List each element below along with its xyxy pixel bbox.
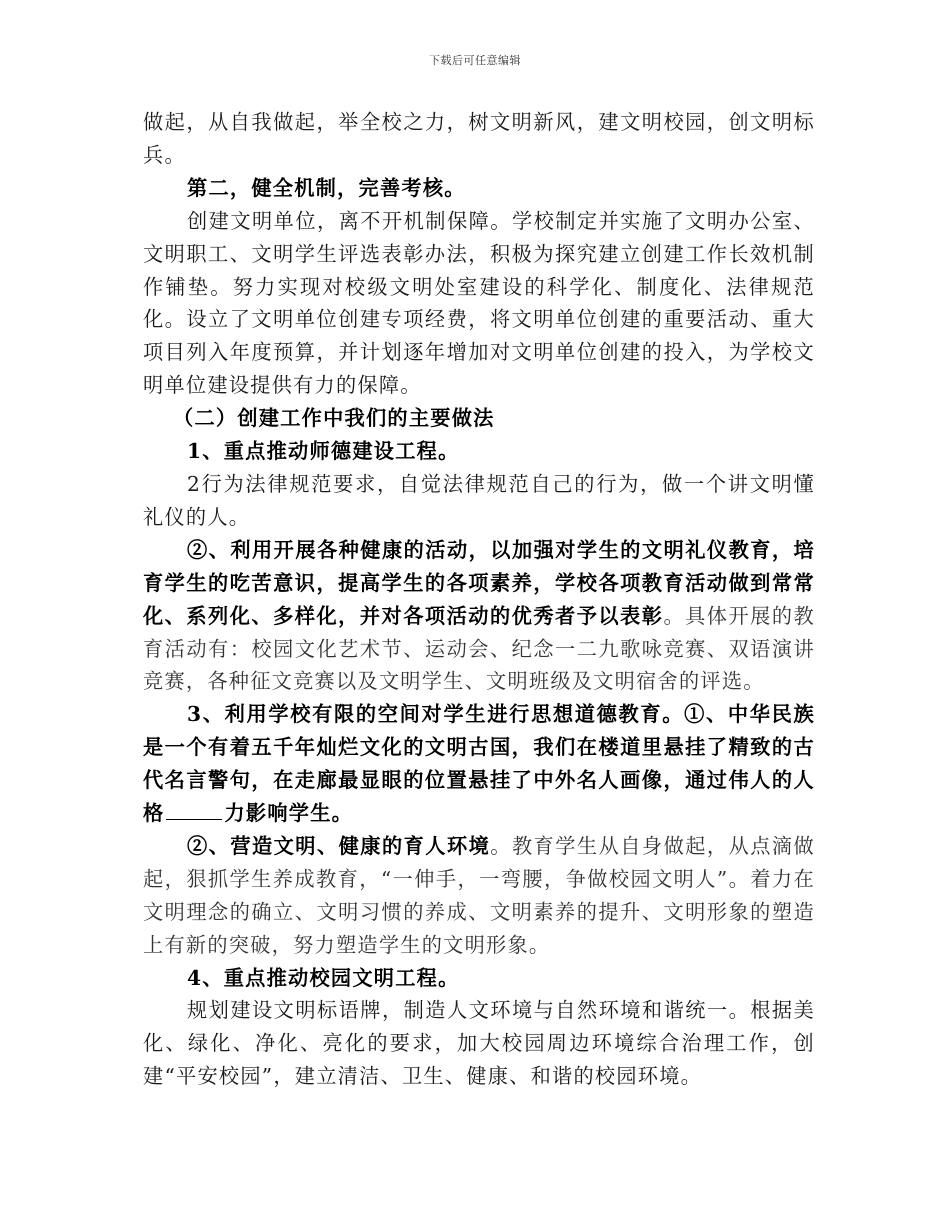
item-3-tail: 力影响学生。 [224,801,354,826]
environment-emphasis: ②、营造文明、健康的育人环境 [187,833,491,858]
paragraph-mechanism: 创建文明单位，离不开机制保障。学校制定并实施了文明办公室、文明职工、文明学生评选表彰办法，积极为探究建立创建工作长效机制作铺垫。努力实现对校级文明处室建设的科学化、制度化、法律规范化。设立了文明单位创建专项经费，将文明单位创建的重要活动、重大项目列入年度预算，并计划逐年增加对文明单位创建的投入，为学校文明单位建设提供有力的保障。 [143,208,815,398]
item-3-text: 3、利用学校有限的空间对学生进行思想道德教育。①、中华民族是一个有着五千年灿烂文化的文明古国，我们在楼道里悬挂了精致的古代名言警句，在走廊最显眼的位置悬挂了中外名人画像，通过伟人的人格 [143,702,815,826]
heading-item-4: 4、重点推动校园文明工程。 [187,965,460,990]
paragraph-activities [143,534,815,699]
paragraph-campus: 规划建设文明标语牌，制造人文环境与自然环境和谐统一。根据美化、绿化、净化、亮化的要求，加大校园周边环境综合治理工作，创建“平安校园”，建立清洁、卫生、健康、和谐的校园环境。 [143,998,815,1089]
heading-second: 第二，健全机制，完善考核。 [187,175,466,200]
paragraph-item-3 [143,698,815,830]
activities-detail: 。具体开展的教育活动有：校园文化艺术节、运动会、纪念一二九歌咏竞赛、双语演讲竞赛，各种征文竞赛以及文明学生、文明班级及文明宿舍的评选。 [143,603,815,694]
document-body [143,106,815,1093]
environment-detail: 。教育学生从自身做起，从点滴做起，狠抓学生养成教育，“一伸手，一弯腰，争做校园文明人”。着力在文明理念的确立、文明习惯的养成、文明素养的提升、文明形象的塑造上有新的突破，努力塑造学生的文明形象。 [143,833,815,957]
paragraph-conduct: 2行为法律规范要求，自觉法律规范自己的行为，做一个讲文明懂礼仪的人。 [143,471,815,529]
paragraph-environment [143,830,815,962]
activities-emphasis: ②、利用开展各种健康的活动，以加强对学生的文明礼仪教育，培育学生的吃苦意识，提高学生的各项素养，学校各项教育活动做到常常化、系列化、多样化，并对各项活动的优秀者予以表彰 [143,537,815,628]
heading-item-1: 1、重点推动师德建设工程。 [187,439,460,464]
paragraph-continuation: 做起，从自我做起，举全校之力，树文明新风，建文明校园，创文明标兵。 [143,110,815,167]
page-header: 下载后可任意编辑 [429,54,521,67]
fill-blank [166,801,222,820]
heading-section-two: （二）创建工作中我们的主要做法 [173,406,495,431]
